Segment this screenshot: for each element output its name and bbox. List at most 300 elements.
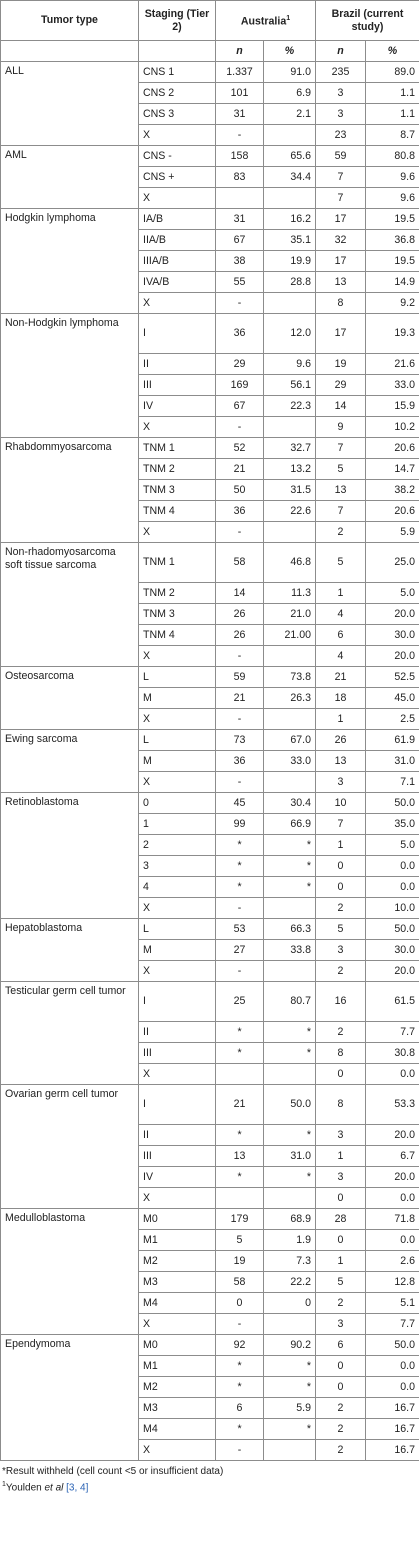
brazil-n-cell: 2 [316, 898, 366, 919]
australia-n-cell: - [216, 898, 264, 919]
brazil-pct-cell: 50.0 [366, 1335, 419, 1356]
australia-n-cell: 45 [216, 793, 264, 814]
staging-cell: IV [139, 396, 216, 417]
staging-cell: M3 [139, 1398, 216, 1419]
staging-cell: 1 [139, 814, 216, 835]
staging-cell: M3 [139, 1272, 216, 1293]
header-brazil: Brazil (current study) [316, 1, 419, 41]
australia-n-cell: * [216, 1377, 264, 1398]
australia-pct-cell: 31.0 [264, 1146, 316, 1167]
staging-cell: M4 [139, 1419, 216, 1440]
brazil-pct-cell: 10.2 [366, 417, 419, 438]
footnote-source-etal: et al [44, 1482, 64, 1494]
brazil-n-cell: 7 [316, 814, 366, 835]
subheader-blank [1, 41, 139, 62]
brazil-pct-cell: 50.0 [366, 793, 419, 814]
brazil-pct-cell: 0.0 [366, 1377, 419, 1398]
australia-pct-cell: 5.9 [264, 1398, 316, 1419]
australia-pct-cell [264, 1440, 316, 1461]
australia-n-cell: - [216, 646, 264, 667]
brazil-pct-cell: 0.0 [366, 1064, 419, 1085]
australia-pct-cell: 67.0 [264, 730, 316, 751]
brazil-pct-cell: 45.0 [366, 688, 419, 709]
australia-pct-cell: 90.2 [264, 1335, 316, 1356]
australia-n-cell: 36 [216, 501, 264, 522]
brazil-pct-cell: 9.6 [366, 167, 419, 188]
staging-cell: X [139, 125, 216, 146]
staging-cell: M1 [139, 1230, 216, 1251]
table-row [1, 209, 419, 230]
brazil-pct-cell: 0.0 [366, 1188, 419, 1209]
brazil-n-cell: 4 [316, 646, 366, 667]
staging-cell: TNM 3 [139, 480, 216, 501]
australia-n-cell: 21 [216, 459, 264, 480]
brazil-pct-cell: 80.8 [366, 146, 419, 167]
australia-pct-cell: 11.3 [264, 583, 316, 604]
brazil-n-cell: 13 [316, 751, 366, 772]
staging-cell: M2 [139, 1377, 216, 1398]
australia-pct-cell: * [264, 1022, 316, 1043]
staging-cell: X [139, 293, 216, 314]
australia-n-cell: 27 [216, 940, 264, 961]
brazil-pct-cell: 21.6 [366, 354, 419, 375]
staging-cell: M [139, 751, 216, 772]
australia-pct-cell [264, 709, 316, 730]
australia-pct-cell: 91.0 [264, 62, 316, 83]
brazil-pct-cell: 7.7 [366, 1022, 419, 1043]
brazil-n-cell: 2 [316, 961, 366, 982]
footnote-source-author: Youlden [5, 1482, 45, 1494]
brazil-n-cell: 59 [316, 146, 366, 167]
australia-n-cell: 38 [216, 251, 264, 272]
australia-n-cell [216, 188, 264, 209]
australia-pct-cell [264, 1064, 316, 1085]
australia-pct-cell: 16.2 [264, 209, 316, 230]
australia-n-cell: 36 [216, 314, 264, 354]
brazil-pct-cell: 2.5 [366, 709, 419, 730]
australia-pct-cell: 9.6 [264, 354, 316, 375]
australia-n-cell [216, 1188, 264, 1209]
australia-n-cell: * [216, 1022, 264, 1043]
australia-n-cell: 29 [216, 354, 264, 375]
brazil-pct-cell: 19.5 [366, 251, 419, 272]
tumor-type-cell: Retinoblastoma [1, 793, 139, 919]
staging-cell: I [139, 982, 216, 1022]
staging-cell: M1 [139, 1356, 216, 1377]
staging-cell: M [139, 940, 216, 961]
australia-pct-cell: 28.8 [264, 272, 316, 293]
tumor-type-cell: ALL [1, 62, 139, 146]
australia-pct-cell: * [264, 1125, 316, 1146]
australia-n-cell: 92 [216, 1335, 264, 1356]
brazil-n-cell: 1 [316, 583, 366, 604]
brazil-pct-cell: 1.1 [366, 104, 419, 125]
australia-pct-cell: 7.3 [264, 1251, 316, 1272]
australia-n-cell: 19 [216, 1251, 264, 1272]
brazil-pct-cell: 31.0 [366, 751, 419, 772]
staging-cell: IV [139, 1167, 216, 1188]
brazil-n-cell: 1 [316, 1251, 366, 1272]
australia-n-cell: 58 [216, 1272, 264, 1293]
staging-cell: IVA/B [139, 272, 216, 293]
australia-pct-cell [264, 522, 316, 543]
australia-pct-cell: * [264, 877, 316, 898]
staging-cell: I [139, 1085, 216, 1125]
subheader-br-n: n [316, 41, 366, 62]
australia-pct-cell [264, 961, 316, 982]
brazil-pct-cell: 19.5 [366, 209, 419, 230]
brazil-n-cell: 0 [316, 1064, 366, 1085]
australia-pct-cell: 0 [264, 1293, 316, 1314]
australia-pct-cell: 30.4 [264, 793, 316, 814]
tumor-type-cell: Ewing sarcoma [1, 730, 139, 793]
brazil-n-cell: 16 [316, 982, 366, 1022]
brazil-pct-cell: 19.3 [366, 314, 419, 354]
australia-pct-cell: 19.9 [264, 251, 316, 272]
australia-n-cell: 59 [216, 667, 264, 688]
brazil-n-cell: 18 [316, 688, 366, 709]
brazil-pct-cell: 0.0 [366, 856, 419, 877]
brazil-pct-cell: 12.8 [366, 1272, 419, 1293]
tumor-type-cell: Ovarian germ cell tumor [1, 1085, 139, 1209]
brazil-pct-cell: 9.6 [366, 188, 419, 209]
staging-cell: TNM 4 [139, 625, 216, 646]
staging-cell: M0 [139, 1209, 216, 1230]
australia-pct-cell [264, 772, 316, 793]
brazil-pct-cell: 7.7 [366, 1314, 419, 1335]
australia-n-cell: 6 [216, 1398, 264, 1419]
brazil-pct-cell: 25.0 [366, 543, 419, 583]
brazil-pct-cell: 14.7 [366, 459, 419, 480]
brazil-n-cell: 0 [316, 1356, 366, 1377]
table-row [1, 438, 419, 459]
brazil-pct-cell: 71.8 [366, 1209, 419, 1230]
staging-cell: X [139, 646, 216, 667]
australia-pct-cell: * [264, 1419, 316, 1440]
staging-cell: 2 [139, 835, 216, 856]
australia-pct-cell: 73.8 [264, 667, 316, 688]
brazil-n-cell: 1 [316, 835, 366, 856]
australia-n-cell: 158 [216, 146, 264, 167]
brazil-pct-cell: 20.0 [366, 1125, 419, 1146]
brazil-pct-cell: 14.9 [366, 272, 419, 293]
brazil-n-cell: 5 [316, 459, 366, 480]
brazil-pct-cell: 7.1 [366, 772, 419, 793]
brazil-n-cell: 0 [316, 1230, 366, 1251]
brazil-n-cell: 7 [316, 501, 366, 522]
australia-n-cell: * [216, 835, 264, 856]
australia-n-cell: 83 [216, 167, 264, 188]
footnote-source-mark: 1 [2, 1481, 6, 1488]
australia-pct-cell: 33.0 [264, 751, 316, 772]
australia-pct-cell [264, 646, 316, 667]
australia-pct-cell: * [264, 835, 316, 856]
staging-cell: X [139, 522, 216, 543]
australia-n-cell: 26 [216, 604, 264, 625]
australia-n-cell: 13 [216, 1146, 264, 1167]
australia-n-cell: * [216, 856, 264, 877]
australia-n-cell: 36 [216, 751, 264, 772]
australia-n-cell [216, 1064, 264, 1085]
australia-pct-cell: 56.1 [264, 375, 316, 396]
brazil-pct-cell: 20.6 [366, 438, 419, 459]
subheader-row [1, 41, 419, 62]
tumor-type-cell: AML [1, 146, 139, 209]
footnote-source [0, 1478, 419, 1494]
brazil-n-cell: 5 [316, 543, 366, 583]
australia-pct-cell: * [264, 1356, 316, 1377]
australia-n-cell: 21 [216, 688, 264, 709]
staging-cell: X [139, 417, 216, 438]
australia-pct-cell: 12.0 [264, 314, 316, 354]
header-tumor-type: Tumor type [1, 1, 139, 41]
brazil-n-cell: 3 [316, 772, 366, 793]
australia-pct-cell: 65.6 [264, 146, 316, 167]
australia-n-cell: 21 [216, 1085, 264, 1125]
header-australia [216, 1, 316, 41]
australia-n-cell: 26 [216, 625, 264, 646]
australia-pct-cell: 35.1 [264, 230, 316, 251]
staging-cell: X [139, 1188, 216, 1209]
tumor-type-cell: Ependymoma [1, 1335, 139, 1461]
brazil-n-cell: 2 [316, 1419, 366, 1440]
staging-cell: X [139, 1314, 216, 1335]
brazil-n-cell: 13 [316, 480, 366, 501]
australia-pct-cell: 2.1 [264, 104, 316, 125]
australia-n-cell: - [216, 125, 264, 146]
brazil-pct-cell: 61.5 [366, 982, 419, 1022]
australia-n-cell: 0 [216, 1293, 264, 1314]
brazil-pct-cell: 30.0 [366, 940, 419, 961]
brazil-pct-cell: 53.3 [366, 1085, 419, 1125]
tumor-type-cell: Non-Hodgkin lymphoma [1, 314, 139, 438]
staging-cell: TNM 2 [139, 459, 216, 480]
subheader-au-pct: % [264, 41, 316, 62]
brazil-n-cell: 0 [316, 1377, 366, 1398]
brazil-n-cell: 32 [316, 230, 366, 251]
header-australia-footnote-mark: 1 [286, 15, 291, 23]
brazil-n-cell: 28 [316, 1209, 366, 1230]
staging-cell: M4 [139, 1293, 216, 1314]
footnote-source-refs-link[interactable]: [3, 4] [66, 1482, 89, 1494]
brazil-pct-cell: 10.0 [366, 898, 419, 919]
staging-cell: M [139, 688, 216, 709]
staging-cell: CNS - [139, 146, 216, 167]
table-row [1, 793, 419, 814]
australia-pct-cell: 31.5 [264, 480, 316, 501]
australia-pct-cell [264, 417, 316, 438]
staging-cell: CNS + [139, 167, 216, 188]
staging-cell: TNM 1 [139, 543, 216, 583]
staging-cell: IIIA/B [139, 251, 216, 272]
tumor-type-cell: Rhabdommyosarcoma [1, 438, 139, 543]
australia-n-cell: 67 [216, 230, 264, 251]
brazil-n-cell: 4 [316, 604, 366, 625]
brazil-n-cell: 21 [316, 667, 366, 688]
australia-n-cell: 25 [216, 982, 264, 1022]
brazil-n-cell: 0 [316, 1188, 366, 1209]
staging-cell: III [139, 375, 216, 396]
subheader-blank [139, 41, 216, 62]
brazil-n-cell: 7 [316, 167, 366, 188]
australia-pct-cell: 1.9 [264, 1230, 316, 1251]
tumor-type-cell: Testicular germ cell tumor [1, 982, 139, 1085]
brazil-n-cell: 19 [316, 354, 366, 375]
australia-pct-cell [264, 898, 316, 919]
table-header [1, 1, 419, 62]
brazil-pct-cell: 5.1 [366, 1293, 419, 1314]
staging-cell: TNM 4 [139, 501, 216, 522]
brazil-pct-cell: 0.0 [366, 1230, 419, 1251]
brazil-n-cell: 8 [316, 293, 366, 314]
brazil-pct-cell: 16.7 [366, 1440, 419, 1461]
brazil-pct-cell: 30.8 [366, 1043, 419, 1064]
brazil-n-cell: 2 [316, 1440, 366, 1461]
brazil-n-cell: 17 [316, 251, 366, 272]
staging-cell: TNM 2 [139, 583, 216, 604]
brazil-n-cell: 3 [316, 1167, 366, 1188]
brazil-pct-cell: 52.5 [366, 667, 419, 688]
australia-n-cell: 1.337 [216, 62, 264, 83]
brazil-pct-cell: 33.0 [366, 375, 419, 396]
brazil-pct-cell: 61.9 [366, 730, 419, 751]
subheader-au-n: n [216, 41, 264, 62]
brazil-n-cell: 23 [316, 125, 366, 146]
australia-pct-cell: 33.8 [264, 940, 316, 961]
australia-pct-cell: 80.7 [264, 982, 316, 1022]
brazil-n-cell: 5 [316, 1272, 366, 1293]
australia-n-cell: 99 [216, 814, 264, 835]
australia-n-cell: 67 [216, 396, 264, 417]
australia-pct-cell: 22.2 [264, 1272, 316, 1293]
brazil-n-cell: 6 [316, 1335, 366, 1356]
staging-cell: L [139, 667, 216, 688]
australia-n-cell: * [216, 1167, 264, 1188]
header-row [1, 1, 419, 41]
australia-pct-cell: * [264, 1377, 316, 1398]
australia-pct-cell: 66.3 [264, 919, 316, 940]
australia-n-cell: * [216, 1419, 264, 1440]
table-row [1, 667, 419, 688]
australia-pct-cell: 22.3 [264, 396, 316, 417]
staging-cell: L [139, 730, 216, 751]
australia-pct-cell: 22.6 [264, 501, 316, 522]
australia-n-cell: 53 [216, 919, 264, 940]
table-row [1, 1085, 419, 1125]
australia-pct-cell: 6.9 [264, 83, 316, 104]
brazil-pct-cell: 9.2 [366, 293, 419, 314]
staging-cell: TNM 1 [139, 438, 216, 459]
australia-n-cell: 14 [216, 583, 264, 604]
australia-n-cell: - [216, 522, 264, 543]
staging-cell: M2 [139, 1251, 216, 1272]
table-row [1, 1209, 419, 1230]
brazil-n-cell: 10 [316, 793, 366, 814]
brazil-pct-cell: 20.0 [366, 961, 419, 982]
tumor-type-cell: Hepatoblastoma [1, 919, 139, 982]
staging-cell: M0 [139, 1335, 216, 1356]
table-row [1, 146, 419, 167]
staging-cell: I [139, 314, 216, 354]
staging-cell: IIA/B [139, 230, 216, 251]
brazil-pct-cell: 1.1 [366, 83, 419, 104]
brazil-pct-cell: 5.0 [366, 583, 419, 604]
australia-pct-cell: 68.9 [264, 1209, 316, 1230]
brazil-pct-cell: 20.0 [366, 604, 419, 625]
brazil-n-cell: 9 [316, 417, 366, 438]
brazil-n-cell: 3 [316, 104, 366, 125]
australia-n-cell: 31 [216, 209, 264, 230]
australia-n-cell: 58 [216, 543, 264, 583]
australia-pct-cell: 26.3 [264, 688, 316, 709]
brazil-n-cell: 2 [316, 1398, 366, 1419]
brazil-n-cell: 3 [316, 83, 366, 104]
staging-cell: II [139, 354, 216, 375]
brazil-pct-cell: 0.0 [366, 1356, 419, 1377]
table-body [1, 62, 419, 1461]
tumor-type-cell: Medulloblastoma [1, 1209, 139, 1335]
australia-n-cell: * [216, 1356, 264, 1377]
brazil-pct-cell: 5.9 [366, 522, 419, 543]
staging-cell: 4 [139, 877, 216, 898]
australia-pct-cell: 32.7 [264, 438, 316, 459]
brazil-n-cell: 0 [316, 877, 366, 898]
staging-cell: III [139, 1043, 216, 1064]
brazil-n-cell: 0 [316, 856, 366, 877]
brazil-n-cell: 3 [316, 940, 366, 961]
staging-cell: III [139, 1146, 216, 1167]
brazil-n-cell: 17 [316, 314, 366, 354]
brazil-pct-cell: 30.0 [366, 625, 419, 646]
brazil-n-cell: 14 [316, 396, 366, 417]
staging-cell: L [139, 919, 216, 940]
brazil-n-cell: 5 [316, 919, 366, 940]
australia-pct-cell: 13.2 [264, 459, 316, 480]
brazil-n-cell: 17 [316, 209, 366, 230]
header-australia-label: Australia [240, 15, 287, 28]
australia-pct-cell: 34.4 [264, 167, 316, 188]
australia-n-cell: 179 [216, 1209, 264, 1230]
brazil-pct-cell: 38.2 [366, 480, 419, 501]
australia-n-cell: 169 [216, 375, 264, 396]
brazil-pct-cell: 16.7 [366, 1398, 419, 1419]
staging-cell: X [139, 961, 216, 982]
brazil-pct-cell: 20.0 [366, 1167, 419, 1188]
australia-n-cell: - [216, 772, 264, 793]
australia-n-cell: - [216, 417, 264, 438]
brazil-pct-cell: 0.0 [366, 877, 419, 898]
brazil-n-cell: 2 [316, 1022, 366, 1043]
footnote-withheld: *Result withheld (cell count <5 or insufficient data) [2, 1466, 224, 1477]
brazil-pct-cell: 15.9 [366, 396, 419, 417]
staging-cell: CNS 1 [139, 62, 216, 83]
brazil-n-cell: 26 [316, 730, 366, 751]
australia-n-cell: * [216, 877, 264, 898]
australia-n-cell: 73 [216, 730, 264, 751]
brazil-pct-cell: 8.7 [366, 125, 419, 146]
staging-cell: CNS 2 [139, 83, 216, 104]
brazil-pct-cell: 89.0 [366, 62, 419, 83]
tumor-type-cell: Non-rhadomyosarcoma soft tissue sarcoma [1, 543, 139, 667]
brazil-n-cell: 235 [316, 62, 366, 83]
brazil-n-cell: 7 [316, 438, 366, 459]
table-row [1, 314, 419, 354]
brazil-pct-cell: 20.6 [366, 501, 419, 522]
table-row [1, 919, 419, 940]
brazil-n-cell: 8 [316, 1085, 366, 1125]
australia-pct-cell: 21.0 [264, 604, 316, 625]
australia-n-cell: - [216, 1440, 264, 1461]
